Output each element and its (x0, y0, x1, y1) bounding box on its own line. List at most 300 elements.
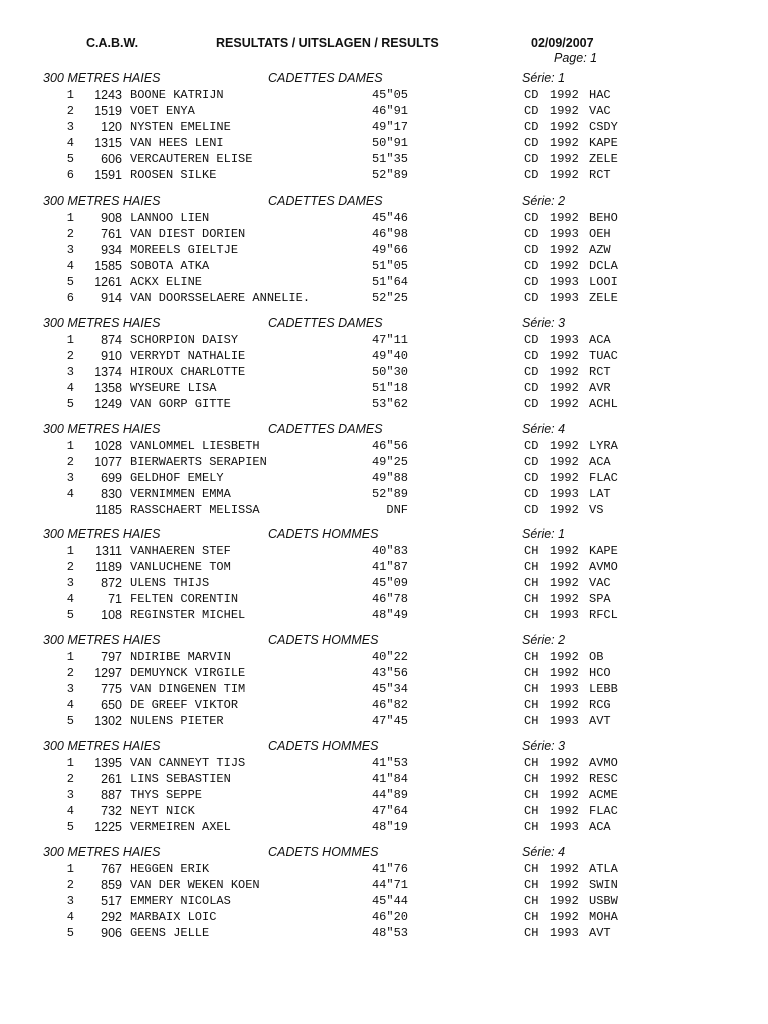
result-time: 53"62 (371, 397, 408, 411)
page-number: Page: 1 (554, 51, 598, 65)
results-date: 02/09/2007 (531, 36, 594, 50)
club-code: ATLA (589, 862, 618, 876)
athlete-name: VANLOMMEL LIESBETH (130, 439, 260, 453)
category-code: CH (524, 788, 539, 802)
bib-number: 1077 (94, 455, 122, 469)
section-serie: Série: 2 (522, 633, 566, 647)
birth-year: 1992 (550, 120, 579, 134)
birth-year: 1992 (550, 666, 579, 680)
birth-year: 1992 (550, 211, 579, 225)
section-category: CADETS HOMMES (268, 845, 379, 859)
result-time: 52"89 (371, 168, 408, 182)
result-row (0, 681, 768, 697)
athlete-name: MOREELS GIELTJE (130, 243, 239, 257)
bib-number: 1297 (94, 666, 122, 680)
place: 2 (66, 349, 74, 363)
birth-year: 1993 (550, 608, 579, 622)
category-code: CH (524, 878, 539, 892)
result-time: 44"89 (371, 788, 408, 802)
place: 5 (66, 397, 74, 411)
bib-number: 914 (101, 291, 122, 305)
club-code: RCG (589, 698, 611, 712)
category-code: CD (524, 227, 539, 241)
section-event: 300 METRES HAIES (43, 71, 161, 85)
bib-number: 934 (101, 243, 122, 257)
athlete-name: ROOSEN SILKE (130, 168, 217, 182)
category-code: CH (524, 820, 539, 834)
result-time: 48"53 (371, 926, 408, 940)
birth-year: 1992 (550, 88, 579, 102)
bib-number: 859 (101, 878, 122, 892)
place: 4 (66, 136, 74, 150)
club-code: HCO (589, 666, 611, 680)
club-code: LEBB (589, 682, 618, 696)
section-event: 300 METRES HAIES (43, 739, 161, 753)
place: 2 (66, 455, 74, 469)
result-time: 49"25 (371, 455, 408, 469)
category-code: CD (524, 439, 539, 453)
result-time: 51"64 (371, 275, 408, 289)
athlete-name: VERCAUTEREN ELISE (130, 152, 253, 166)
bib-number: 606 (101, 152, 122, 166)
place: 2 (66, 560, 74, 574)
result-time: 46"78 (371, 592, 408, 606)
result-row (0, 258, 768, 274)
bib-number: 1243 (94, 88, 122, 102)
result-row (0, 893, 768, 909)
athlete-name: ULENS THIJS (130, 576, 210, 590)
club-code: ACA (589, 333, 611, 347)
result-row (0, 819, 768, 835)
athlete-name: WYSEURE LISA (130, 381, 217, 395)
result-time: 41"84 (371, 772, 408, 786)
athlete-name: SOBOTA ATKA (130, 259, 210, 273)
athlete-name: ACKX ELINE (130, 275, 203, 289)
result-time: 49"17 (371, 120, 408, 134)
category-code: CH (524, 666, 539, 680)
bib-number: 1591 (94, 168, 122, 182)
bib-number: 872 (101, 576, 122, 590)
place: 2 (66, 227, 74, 241)
place: 3 (66, 894, 74, 908)
birth-year: 1992 (550, 397, 579, 411)
athlete-name: GEENS JELLE (130, 926, 210, 940)
athlete-name: VERMEIREN AXEL (130, 820, 231, 834)
category-code: CH (524, 682, 539, 696)
result-time: 41"53 (371, 756, 408, 770)
result-time: 49"88 (371, 471, 408, 485)
club-code: ACME (589, 788, 618, 802)
result-row (0, 502, 768, 518)
bib-number: 1395 (94, 756, 122, 770)
birth-year: 1992 (550, 349, 579, 363)
result-time: 48"49 (371, 608, 408, 622)
bib-number: 517 (101, 894, 122, 908)
category-code: CD (524, 152, 539, 166)
section-serie: Série: 1 (522, 71, 566, 85)
birth-year: 1992 (550, 136, 579, 150)
bib-number: 108 (101, 608, 122, 622)
result-row (0, 697, 768, 713)
club-code: HAC (589, 88, 611, 102)
category-code: CH (524, 910, 539, 924)
athlete-name: DE GREEF VIKTOR (130, 698, 239, 712)
bib-number: 874 (101, 333, 122, 347)
result-row (0, 591, 768, 607)
birth-year: 1993 (550, 682, 579, 696)
category-code: CD (524, 120, 539, 134)
result-time: 48"19 (371, 820, 408, 834)
athlete-name: VAN DIEST DORIEN (130, 227, 246, 241)
section-category: CADETTES DAMES (268, 316, 383, 330)
organization-name: C.A.B.W. (86, 36, 139, 50)
place: 5 (66, 820, 74, 834)
result-time: 51"35 (371, 152, 408, 166)
result-row (0, 909, 768, 925)
birth-year: 1992 (550, 544, 579, 558)
club-code: VS (589, 503, 604, 517)
club-code: AVR (589, 381, 611, 395)
section-event: 300 METRES HAIES (43, 527, 161, 541)
place: 3 (66, 682, 74, 696)
club-code: ZELE (589, 152, 618, 166)
category-code: CD (524, 104, 539, 118)
club-code: CSDY (589, 120, 618, 134)
result-row (0, 803, 768, 819)
result-row (0, 713, 768, 729)
club-code: OB (589, 650, 604, 664)
result-row (0, 559, 768, 575)
club-code: ACHL (589, 397, 618, 411)
section-serie: Série: 4 (522, 845, 566, 859)
athlete-name: HIROUX CHARLOTTE (130, 365, 246, 379)
bib-number: 1311 (95, 544, 122, 558)
birth-year: 1993 (550, 714, 579, 728)
place: 4 (66, 698, 74, 712)
result-row (0, 332, 768, 348)
athlete-name: VANLUCHENE TOM (130, 560, 231, 574)
category-code: CH (524, 714, 539, 728)
result-row (0, 438, 768, 454)
athlete-name: RASSCHAERT MELISSA (130, 503, 260, 517)
section-category: CADETS HOMMES (268, 739, 379, 753)
place: 5 (66, 608, 74, 622)
birth-year: 1992 (550, 381, 579, 395)
birth-year: 1992 (550, 894, 579, 908)
club-code: AVMO (589, 560, 618, 574)
section-serie: Série: 3 (522, 739, 566, 753)
place: 6 (66, 168, 74, 182)
birth-year: 1992 (550, 168, 579, 182)
place: 3 (66, 120, 74, 134)
place: 1 (66, 862, 74, 876)
athlete-name: MARBAIX LOIC (130, 910, 217, 924)
result-row (0, 454, 768, 470)
result-row (0, 755, 768, 771)
birth-year: 1992 (550, 910, 579, 924)
category-code: CH (524, 926, 539, 940)
result-row (0, 242, 768, 258)
category-code: CH (524, 576, 539, 590)
category-code: CD (524, 136, 539, 150)
athlete-name: VAN GORP GITTE (130, 397, 231, 411)
result-time: 51"18 (371, 381, 408, 395)
result-time: 46"56 (371, 439, 408, 453)
result-row (0, 151, 768, 167)
section-event: 300 METRES HAIES (43, 194, 161, 208)
club-code: VAC (589, 104, 611, 118)
birth-year: 1992 (550, 592, 579, 606)
category-code: CD (524, 259, 539, 273)
result-time: 45"09 (371, 576, 408, 590)
club-code: RESC (589, 772, 618, 786)
bib-number: 71 (108, 592, 122, 606)
athlete-name: VAN DER WEKEN KOEN (130, 878, 260, 892)
athlete-name: DEMUYNCK VIRGILE (130, 666, 246, 680)
result-time: 45"44 (371, 894, 408, 908)
place: 1 (66, 88, 74, 102)
club-code: AVT (589, 926, 611, 940)
place: 5 (66, 275, 74, 289)
bib-number: 1374 (94, 365, 122, 379)
category-code: CD (524, 349, 539, 363)
place: 3 (66, 365, 74, 379)
birth-year: 1992 (550, 756, 579, 770)
section-category: CADETTES DAMES (268, 194, 383, 208)
result-time: 40"83 (371, 544, 408, 558)
athlete-name: FELTEN CORENTIN (130, 592, 239, 606)
category-code: CD (524, 365, 539, 379)
result-time: 47"11 (371, 333, 408, 347)
category-code: CH (524, 894, 539, 908)
club-code: TUAC (589, 349, 618, 363)
section-serie: Série: 3 (522, 316, 566, 330)
club-code: RCT (589, 365, 611, 379)
result-row (0, 877, 768, 893)
section-event: 300 METRES HAIES (43, 316, 161, 330)
place: 2 (66, 772, 74, 786)
club-code: LAT (589, 487, 611, 501)
bib-number: 699 (101, 471, 122, 485)
club-code: ACA (589, 455, 611, 469)
athlete-name: VAN HEES LENI (130, 136, 224, 150)
category-code: CD (524, 243, 539, 257)
birth-year: 1992 (550, 576, 579, 590)
athlete-name: VOET ENYA (130, 104, 195, 118)
club-code: SPA (589, 592, 611, 606)
place: 4 (66, 804, 74, 818)
bib-number: 1302 (94, 714, 122, 728)
category-code: CD (524, 333, 539, 347)
club-code: AZW (589, 243, 611, 257)
place: 5 (66, 714, 74, 728)
club-code: VAC (589, 576, 611, 590)
bib-number: 1249 (94, 397, 122, 411)
result-row (0, 787, 768, 803)
bib-number: 732 (101, 804, 122, 818)
result-time: 51"05 (371, 259, 408, 273)
result-row (0, 380, 768, 396)
result-row (0, 543, 768, 559)
place: 1 (66, 650, 74, 664)
category-code: CD (524, 88, 539, 102)
bib-number: 1519 (94, 104, 122, 118)
birth-year: 1992 (550, 503, 579, 517)
athlete-name: BOONE KATRIJN (130, 88, 224, 102)
result-row (0, 470, 768, 486)
club-code: AVMO (589, 756, 618, 770)
place: 4 (66, 487, 74, 501)
result-row (0, 348, 768, 364)
bib-number: 261 (101, 772, 122, 786)
bib-number: 1028 (94, 439, 122, 453)
place: 2 (66, 666, 74, 680)
category-code: CD (524, 381, 539, 395)
athlete-name: VAN CANNEYT TIJS (130, 756, 246, 770)
athlete-name: NDIRIBE MARVIN (130, 650, 231, 664)
birth-year: 1992 (550, 804, 579, 818)
birth-year: 1993 (550, 227, 579, 241)
category-code: CD (524, 275, 539, 289)
result-row (0, 103, 768, 119)
club-code: ACA (589, 820, 611, 834)
bib-number: 908 (101, 211, 122, 225)
category-code: CD (524, 487, 539, 501)
result-time: 49"40 (371, 349, 408, 363)
page-title: RESULTATS / UITSLAGEN / RESULTS (216, 36, 439, 50)
category-code: CH (524, 650, 539, 664)
section-event: 300 METRES HAIES (43, 633, 161, 647)
category-code: CD (524, 211, 539, 225)
bib-number: 1189 (95, 560, 122, 574)
place: 1 (66, 211, 74, 225)
category-code: CH (524, 698, 539, 712)
category-code: CD (524, 291, 539, 305)
bib-number: 1358 (94, 381, 122, 395)
result-row (0, 87, 768, 103)
athlete-name: NEYT NICK (130, 804, 195, 818)
category-code: CH (524, 756, 539, 770)
club-code: RCT (589, 168, 611, 182)
result-row (0, 925, 768, 941)
bib-number: 910 (101, 349, 122, 363)
category-code: CH (524, 862, 539, 876)
place: 1 (66, 333, 74, 347)
birth-year: 1992 (550, 104, 579, 118)
place: 2 (66, 878, 74, 892)
bib-number: 120 (101, 120, 122, 134)
place: 4 (66, 259, 74, 273)
club-code: KAPE (589, 136, 618, 150)
club-code: FLAC (589, 804, 618, 818)
result-row (0, 486, 768, 502)
section-category: CADETS HOMMES (268, 527, 379, 541)
section-serie: Série: 2 (522, 194, 566, 208)
section-event: 300 METRES HAIES (43, 845, 161, 859)
birth-year: 1992 (550, 788, 579, 802)
place: 2 (66, 104, 74, 118)
bib-number: 1185 (95, 503, 122, 517)
athlete-name: VAN DINGENEN TIM (130, 682, 246, 696)
place: 3 (66, 243, 74, 257)
result-time: 49"66 (371, 243, 408, 257)
place: 4 (66, 381, 74, 395)
result-time: 45"34 (371, 682, 408, 696)
bib-number: 767 (101, 862, 122, 876)
result-time: 46"82 (371, 698, 408, 712)
bib-number: 830 (101, 487, 122, 501)
section-category: CADETTES DAMES (268, 422, 383, 436)
club-code: MOHA (589, 910, 618, 924)
club-code: SWIN (589, 878, 618, 892)
category-code: CD (524, 397, 539, 411)
result-row (0, 135, 768, 151)
club-code: FLAC (589, 471, 618, 485)
club-code: ZELE (589, 291, 618, 305)
result-time: 50"91 (371, 136, 408, 150)
result-time: 40"22 (371, 650, 408, 664)
place: 4 (66, 592, 74, 606)
place: 1 (66, 756, 74, 770)
category-code: CH (524, 804, 539, 818)
result-row (0, 396, 768, 412)
club-code: DCLA (589, 259, 618, 273)
category-code: CH (524, 592, 539, 606)
place: 1 (66, 544, 74, 558)
category-code: CH (524, 772, 539, 786)
club-code: LOOI (589, 275, 618, 289)
section-category: CADETTES DAMES (268, 71, 383, 85)
result-row (0, 274, 768, 290)
place: 3 (66, 788, 74, 802)
athlete-name: REGINSTER MICHEL (130, 608, 246, 622)
athlete-name: LANNOO LIEN (130, 211, 210, 225)
place: 1 (66, 439, 74, 453)
bib-number: 650 (101, 698, 122, 712)
athlete-name: THYS SEPPE (130, 788, 203, 802)
club-code: LYRA (589, 439, 618, 453)
bib-number: 292 (101, 910, 122, 924)
athlete-name: VAN DOORSSELAERE ANNELIE. (130, 291, 311, 305)
result-time: 52"89 (371, 487, 408, 501)
bib-number: 1585 (94, 259, 122, 273)
athlete-name: EMMERY NICOLAS (130, 894, 231, 908)
birth-year: 1992 (550, 471, 579, 485)
bib-number: 887 (101, 788, 122, 802)
birth-year: 1992 (550, 878, 579, 892)
birth-year: 1993 (550, 487, 579, 501)
category-code: CH (524, 544, 539, 558)
result-row (0, 290, 768, 306)
athlete-name: VERRYDT NATHALIE (130, 349, 246, 363)
athlete-name: LINS SEBASTIEN (130, 772, 231, 786)
result-time: 46"91 (371, 104, 408, 118)
result-row (0, 771, 768, 787)
place: 3 (66, 471, 74, 485)
place: 4 (66, 910, 74, 924)
section-serie: Série: 4 (522, 422, 566, 436)
result-row (0, 649, 768, 665)
result-time: 47"64 (371, 804, 408, 818)
birth-year: 1993 (550, 333, 579, 347)
birth-year: 1993 (550, 291, 579, 305)
category-code: CD (524, 471, 539, 485)
result-time: 46"20 (371, 910, 408, 924)
place: 6 (66, 291, 74, 305)
bib-number: 775 (101, 682, 122, 696)
birth-year: 1993 (550, 926, 579, 940)
athlete-name: VERNIMMEN EMMA (130, 487, 231, 501)
